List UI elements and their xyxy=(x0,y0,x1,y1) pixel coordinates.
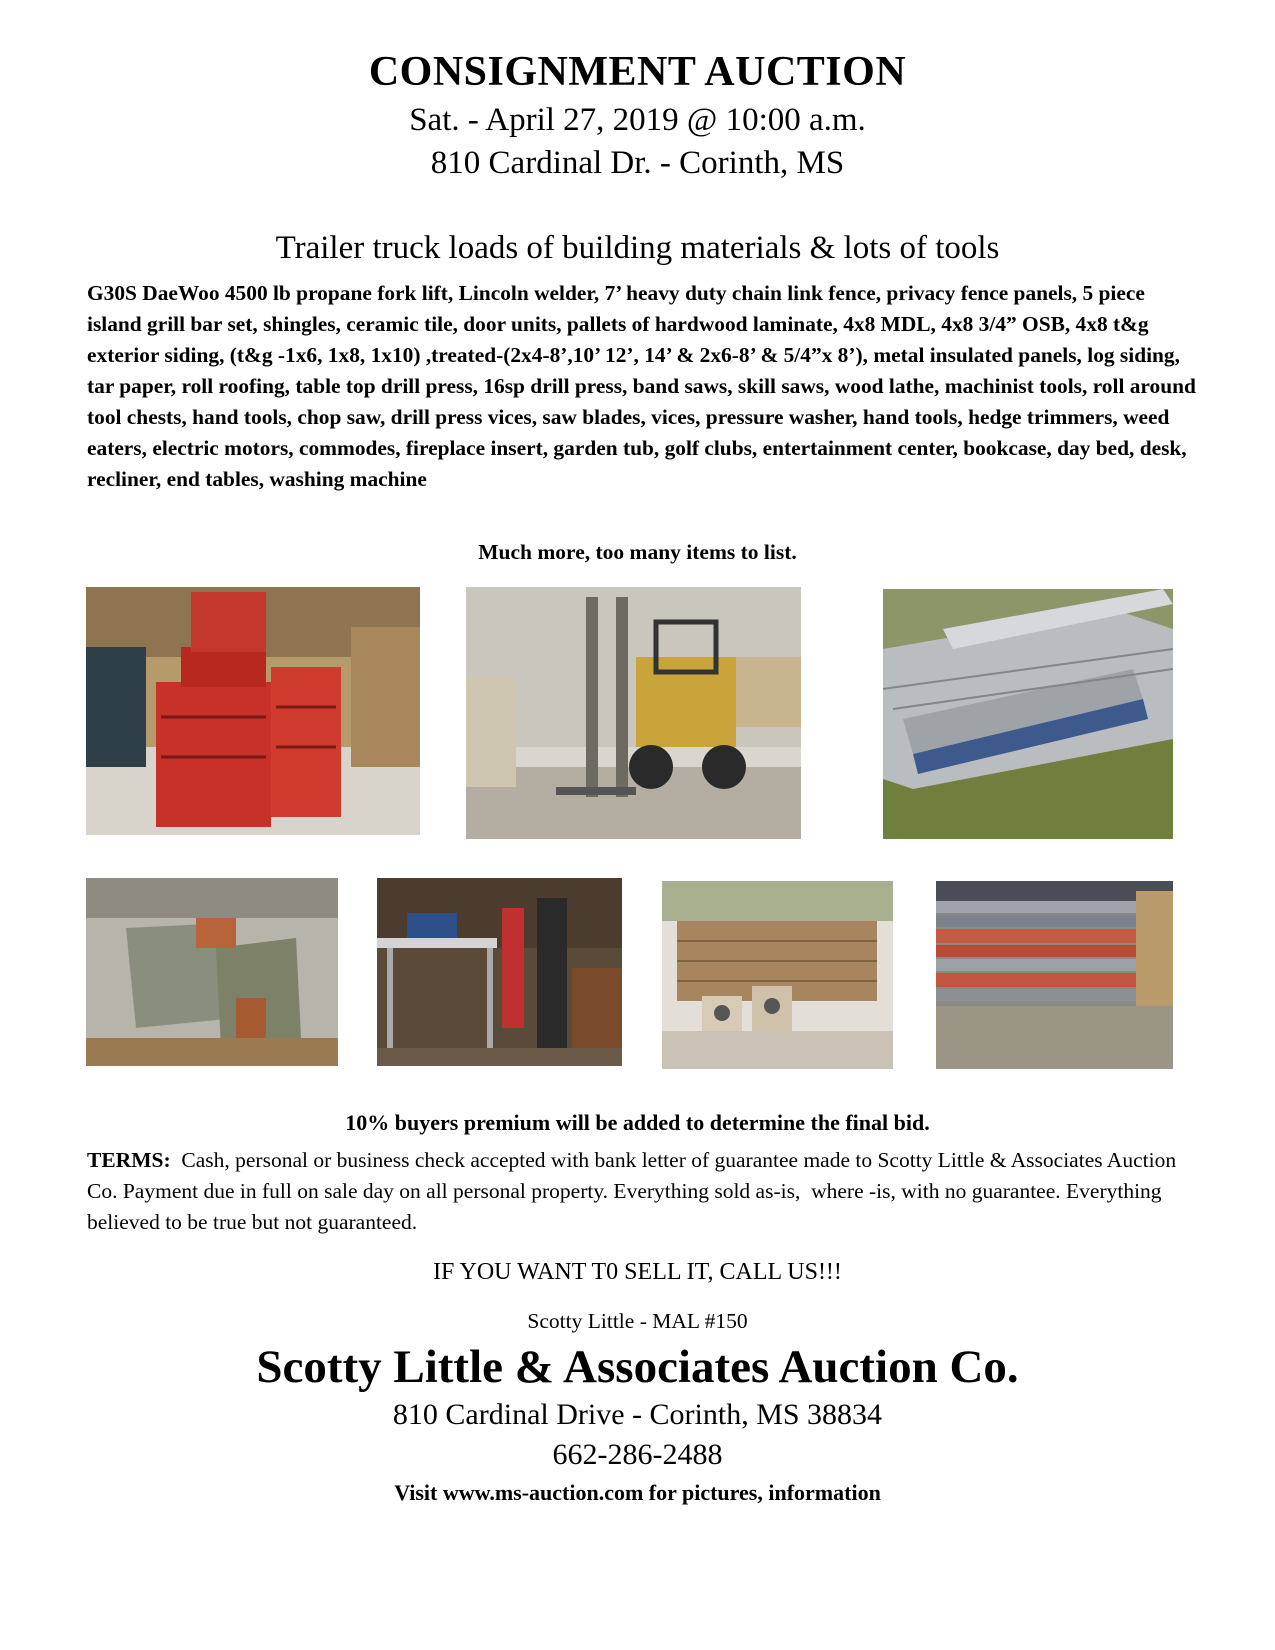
subheading: Trailer truck loads of building materials & lots of tools xyxy=(275,230,1000,266)
buyers-premium-note: 10% buyers premium will be added to determine the final bid. xyxy=(345,1110,930,1135)
terms-paragraph xyxy=(87,1145,1197,1238)
company-phone: 662-286-2488 xyxy=(552,1438,723,1471)
company-name: Scotty Little & Associates Auction Co. xyxy=(256,1341,1019,1393)
photo-forklift xyxy=(466,587,801,839)
auction-address: 810 Cardinal Dr. - Corinth, MS xyxy=(430,145,845,181)
terms-label: TERMS: xyxy=(87,1148,171,1172)
auction-title: CONSIGNMENT AUCTION xyxy=(368,49,907,95)
items-list: G30S DaeWoo 4500 lb propane fork lift, Lincoln welder, 7’ heavy duty chain link fence, privacy fence panels, 5 piece island grill bar set, shingles, ceramic tile, door units, pallets of hardwood laminate, 4x8 MDL, 4x8 3/4” OSB, 4x8 t&g exterior siding, (t&g -1x6, 1x8, 1x10) ,treated-(2x4-8’,10’ 12’, 14’ & 2x6-8’ & 5/4”x 8’), metal insulated panels, log siding, tar paper, roll roofing, table top drill press, 16sp drill press, band saws, skill saws, wood lathe, machinist tools, roll around tool chests, hand tools, chop saw, drill press vices, saw blades, vices, pressure washer, hand tools, hedge trimmers, weed eaters, electric motors, commodes, fireplace insert, garden tub, golf clubs, entertainment center, bookcase, day bed, desk, recliner, end tables, washing machine xyxy=(87,281,1196,491)
photo-lumber-stacks xyxy=(662,881,893,1069)
photo-tool-chests xyxy=(86,587,420,835)
website-note: Visit www.ms-auction.com for pictures, information xyxy=(394,1480,881,1505)
photo-siding-panels xyxy=(936,881,1173,1069)
company-address: 810 Cardinal Drive - Corinth, MS 38834 xyxy=(392,1398,883,1431)
photo-metal-panels xyxy=(883,589,1173,839)
call-us-line: IF YOU WANT T0 SELL IT, CALL US!!! xyxy=(433,1259,842,1285)
much-more-note: Much more, too many items to list. xyxy=(478,540,797,564)
terms-text: Cash, personal or business check accepted with bank letter of guarantee made to Scotty Little & Associates Auction Co. Payment due in full on sale day on all personal property. Everything sold as-is, where -is, with no guarantee. Everything believed to be true but not guaranteed. xyxy=(87,1148,1182,1234)
photo-siding-boxes xyxy=(86,878,338,1066)
auction-date: Sat. - April 27, 2019 @ 10:00 a.m. xyxy=(409,102,866,138)
auctioneer-license: Scotty Little - MAL #150 xyxy=(527,1309,748,1333)
photo-drill-presses xyxy=(377,878,622,1066)
